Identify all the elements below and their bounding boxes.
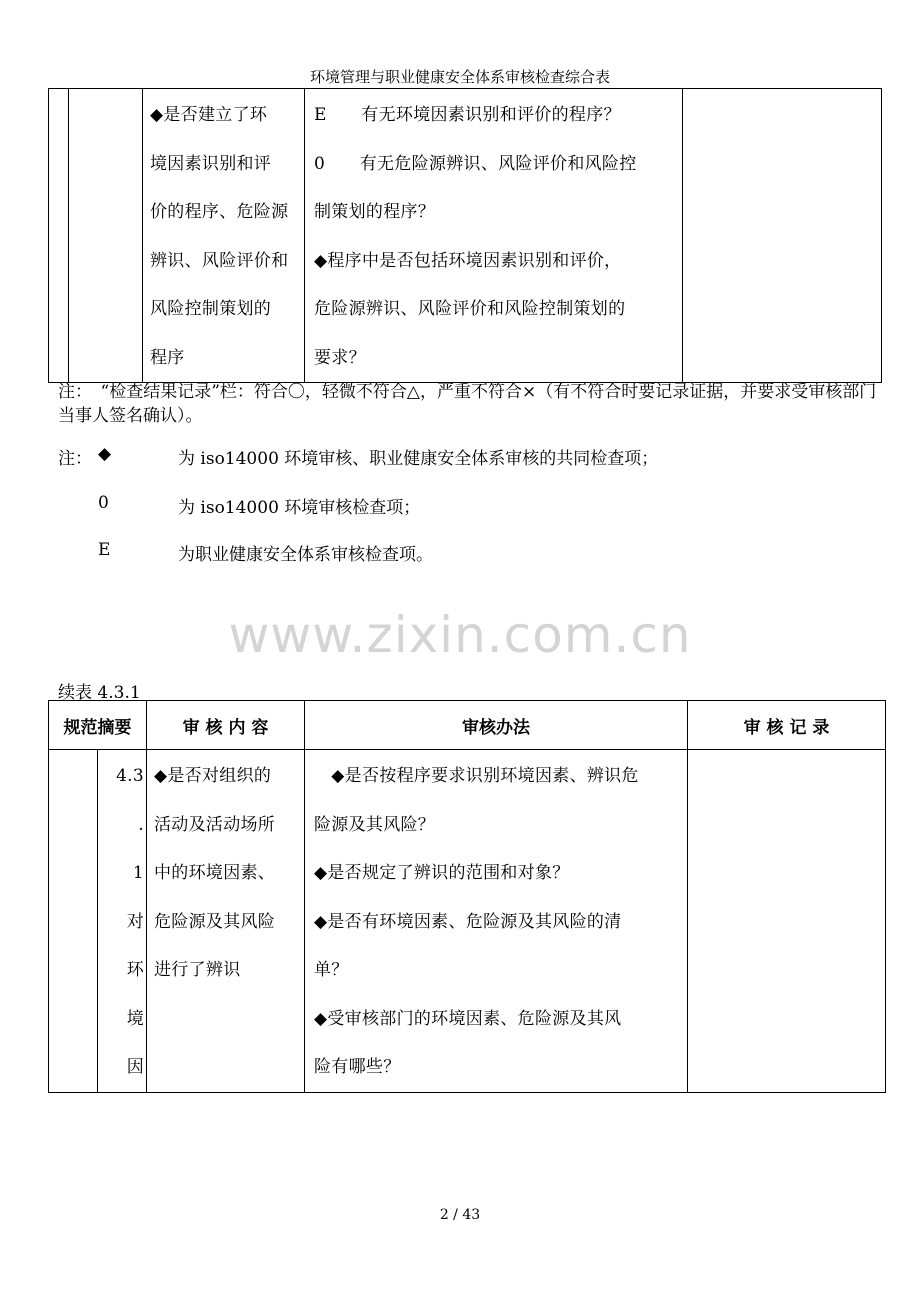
legend-text-iso: 为 iso14000 环境审核检查项； [178, 498, 421, 518]
legend-text-common: 为 iso14000 环境审核、职业健康安全体系审核的共同检查项； [178, 449, 659, 469]
watermark: www.zixin.com.cn [228, 606, 692, 664]
clause-line: 境 [126, 1008, 144, 1029]
table-cell-left-edge [49, 89, 69, 383]
content-line: 危险源及其风险 [154, 911, 276, 932]
content-line: 活动及活动场所 [154, 814, 276, 835]
legend-symbol-common: ◆ [98, 444, 112, 464]
content-line: ◆是否对组织的 [154, 766, 272, 786]
method-line: 危险源辨识、风险评价和风险控制策划的 [314, 299, 626, 319]
audit-record-cell [688, 750, 886, 1093]
audit-content-cell [147, 750, 305, 1093]
audit-record-cell [683, 89, 882, 383]
content-line: 辨识、风险评价和 [150, 250, 289, 271]
table-header-row [49, 701, 886, 750]
header-spec-summary: 规范摘要 [49, 701, 147, 750]
clause-line: 环 [126, 960, 144, 980]
clause-line: . [138, 814, 144, 835]
legend-symbol-ohs: E [98, 540, 111, 560]
content-line: 中的环境因素、 [154, 863, 276, 883]
legend-text-ohs: 为职业健康安全体系审核检查项。 [178, 545, 433, 565]
method-line: 单？ [314, 960, 349, 980]
audit-table-continued [48, 700, 886, 1093]
method-line: 险有哪些？ [314, 1057, 401, 1077]
legend-symbol-iso: 0 [98, 493, 109, 513]
method-line: ◆程序中是否包括环境因素识别和评价， [314, 250, 622, 271]
clause-line: 4.3 [116, 766, 144, 786]
method-line: 要求？ [314, 347, 366, 368]
content-line: 程序 [150, 347, 185, 368]
table-caption: 续表 4.3.1 [58, 683, 141, 703]
clause-line: 对 [126, 911, 144, 932]
clause-line: 1 [132, 863, 144, 883]
audit-method-cell [305, 750, 688, 1093]
method-line: ◆是否有环境因素、危险源及其风险的清 [314, 911, 622, 932]
page-number: 2 / 43 [439, 1207, 481, 1223]
header-audit-method: 审核办法 [305, 701, 688, 750]
method-line: 险源及其风险？ [314, 814, 436, 835]
content-line: 境因素识别和评 [150, 153, 272, 174]
method-line: 制策划的程序？ [314, 202, 436, 222]
method-line: ◆受审核部门的环境因素、危险源及其风 [314, 1008, 622, 1029]
content-line: 进行了辨识 [154, 960, 241, 980]
document-header: 环境管理与职业健康安全体系审核检查综合表 [309, 68, 610, 86]
table-cell-left-edge [49, 750, 98, 1093]
audit-content-cell [143, 89, 305, 383]
legend-prefix: 注： [58, 449, 92, 469]
audit-method-cell [305, 89, 683, 383]
method-line: 0 有无危险源辨识、风险评价和风险控 [314, 153, 637, 174]
header-audit-content: 审 核 内 容 [147, 701, 305, 750]
table-row [49, 750, 886, 1093]
audit-table-top [48, 88, 882, 383]
method-line: ◆是否按程序要求识别环境因素、辨识危 [314, 766, 639, 786]
method-line: ◆是否规定了辨识的范围和对象？ [314, 863, 570, 883]
clause-cell [98, 750, 147, 1093]
header-audit-record: 审 核 记 录 [688, 701, 886, 750]
clause-line: 因 [126, 1057, 144, 1077]
content-line: 价的程序、危险源 [150, 202, 289, 222]
method-line: E 有无环境因素识别和评价的程序？ [314, 105, 621, 125]
table-cell-clause [69, 89, 143, 383]
note-result-record: 注： “检查结果记录”栏：符合〇，轻微不符合△，严重不符合×（有不符合时要记录证据，并要求受审核部门当事人签名确认）。 [58, 382, 877, 426]
content-line: 风险控制策划的 [150, 299, 272, 319]
content-line: ◆是否建立了环 [150, 105, 268, 125]
